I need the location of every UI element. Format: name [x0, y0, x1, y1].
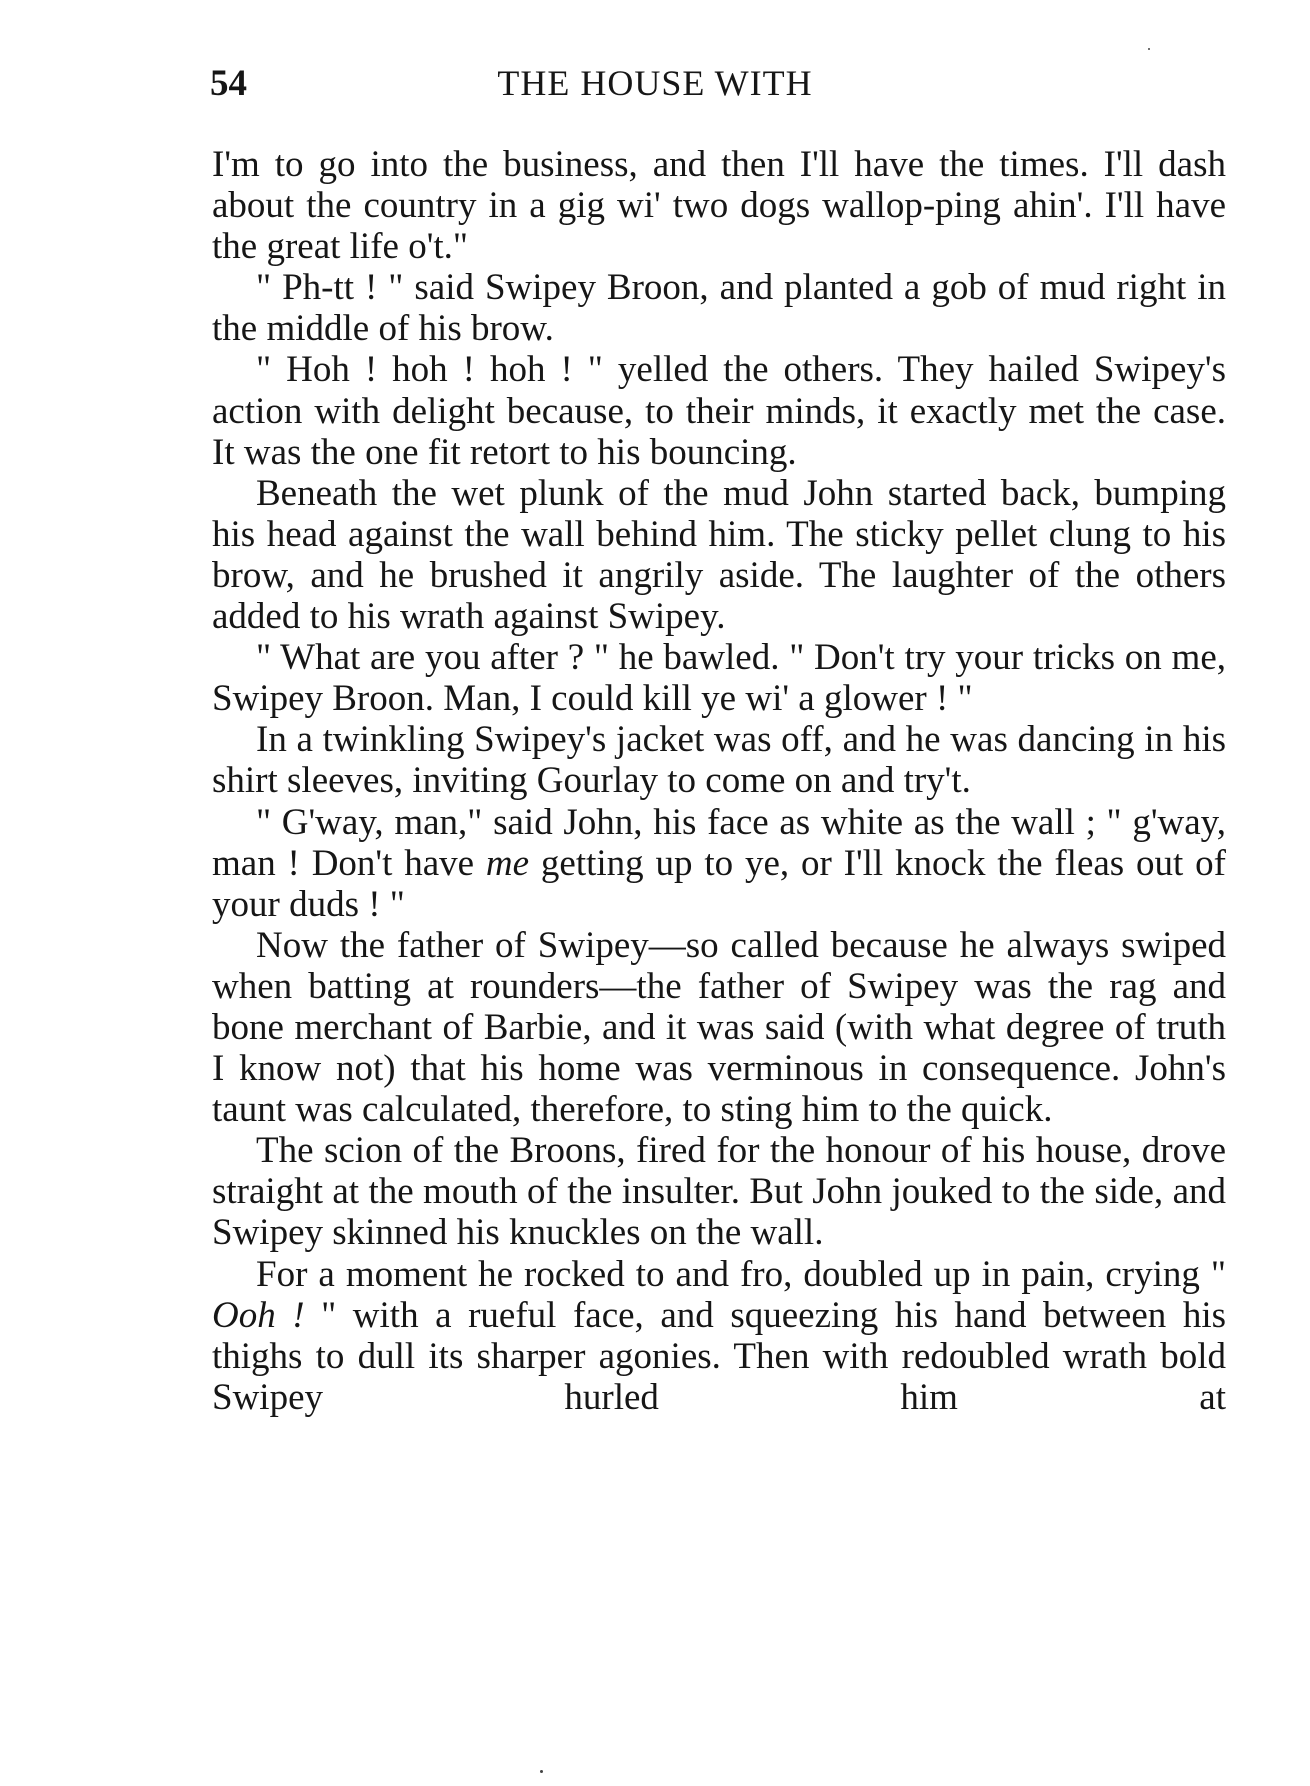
- page-header: [0, 62, 1310, 112]
- paragraph-7: [212, 802, 1226, 925]
- paragraph-2: " Ph-tt ! " said Swipey Broon, and planted a gob of mud right in the middle of his brow.: [212, 267, 1226, 350]
- scan-speck: [1148, 48, 1150, 50]
- paragraph-4: Beneath the wet plunk of the mud John started back, bumping his head against the wall behind him. The sticky pellet clung to his brow, and he brushed it angrily aside. The laughter of the others added to his wrath against Swipey.: [212, 472, 1226, 638]
- paragraph-6: In a twinkling Swipey's jacket was off, and he was dancing in his shirt sleeves, inviting Gourlay to come on and try't.: [212, 719, 1226, 802]
- paragraph-9: The scion of the Broons, fired for the honour of his house, drove straight at the mouth of the insulter. But John jouked to the side, and Swipey skinned his knuckles on the wall.: [212, 1130, 1226, 1254]
- page-number: 54: [210, 63, 247, 104]
- body-text: [212, 144, 1226, 1418]
- running-title: THE HOUSE WITH: [497, 63, 813, 103]
- paragraph-10: [212, 1254, 1226, 1418]
- paragraph-10-italic: Ooh !: [212, 1294, 305, 1336]
- paragraph-10-text-b: " with a rueful face, and squeezing his hand between his thighs to dull its sharper agonies. Then with redoubled wrath bold Swipey hurled him at: [212, 1294, 1226, 1418]
- scan-speck: [540, 1770, 543, 1773]
- paragraph-8: Now the father of Swipey—so called because he always swiped when batting at rounders—the father of Swipey was the rag and bone merchant of Barbie, and it was said (with what degree of truth I know not) that his home was verminous in consequence. John's taunt was calculated, therefore, to sting him to the quick.: [212, 924, 1226, 1131]
- paragraph-7-italic: me: [485, 842, 530, 884]
- paragraph-7-text-a: " G'way, man," said John, his face as white as the wall ; " g'way, man ! Don't have: [212, 801, 1226, 884]
- paragraph-3: " Hoh ! hoh ! hoh ! " yelled the others. They hailed Swipey's action with delight because, to their minds, it exactly met the case. It was the one fit retort to his bouncing.: [212, 349, 1226, 473]
- paragraph-1: I'm to go into the business, and then I'll have the times. I'll dash about the country in a gig wi' two dogs wallop-ping ahin'. I'll have the great life o't.": [212, 144, 1226, 268]
- paragraph-7-text-b: getting up to ye, or I'll knock the fleas out of your duds ! ": [212, 842, 1226, 925]
- paragraph-5: " What are you after ? " he bawled. " Don't try your tricks on me, Swipey Broon. Man, I could kill ye wi' a glower ! ": [212, 637, 1226, 720]
- paragraph-10-text-a: For a moment he rocked to and fro, doubled up in pain, crying ": [256, 1253, 1226, 1295]
